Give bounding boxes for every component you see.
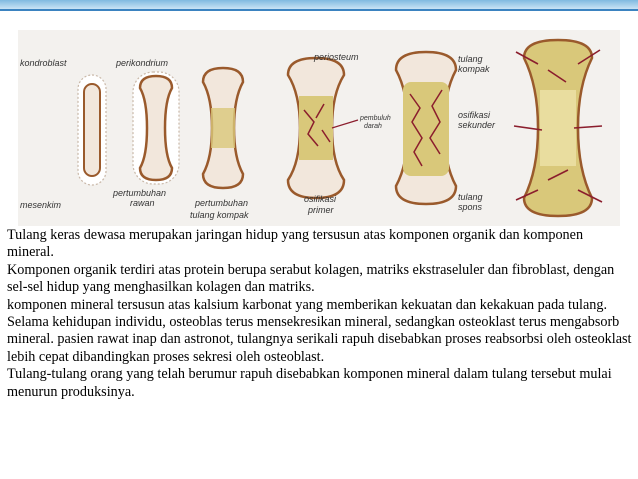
label-kondroblast: kondroblast [20,58,67,68]
stage-tulang-kompak [396,52,456,204]
label-pembuluh-1: pembuluh [360,115,391,122]
label-tulang-kompak-1: tulang [458,54,483,64]
label-perikondrium: perikondrium [116,58,169,68]
label-pembuluh-2: darah [364,123,382,130]
label-pertumbuhan-rawan-2: rawan [130,198,155,208]
paragraph-2: Komponen organik terdiri atas protein berupa serabut kolagen, matriks ekstraseluler dan fibroblast, dengan sel-sel hidup yang menghasilkan kolagen dan matriks. [7,261,615,296]
label-osifikasi-primer-1: osifikasi [304,194,337,204]
label-mesenkim: mesenkim [20,200,62,210]
bone-development-diagram [18,30,620,226]
paragraph-3: komponen mineral tersusun atas kalsium karbonat yang memberikan kekuatan dan kekakuan pada tulang. [7,296,608,313]
label-tulang-spons-1: tulang [458,192,483,202]
label-pertumbuhan-kompak-1: pertumbuhan [195,198,249,208]
slide-body-text [7,227,633,401]
bone-collar-3 [211,108,235,148]
label-osifikasi-sekunder-2: sekunder [458,120,496,130]
bone-development-svg [18,30,620,226]
bone-shaft-6 [540,90,576,166]
label-tulang-kompak-2: kompak [458,64,490,74]
stage-pertumbuhan-rawan [133,72,179,184]
label-osifikasi-sekunder-1: osifikasi [458,110,491,120]
paragraph-1: Tulang keras dewasa merupakan jaringan hidup yang tersusun atas komponen organik dan komponen mineral. [7,227,584,261]
paragraph-5: Tulang-tulang orang yang telah berumur rapuh disebabkan komponen mineral dalam tulang tersebut mulai menurun produksinya. [7,366,612,400]
label-pertumbuhan-kompak-2: tulang kompak [190,210,249,220]
bone-marrow-5 [403,82,449,176]
label-osifikasi-primer-2: primer [308,205,334,215]
label-pertumbuhan-rawan-1: pertumbuhan [113,188,167,198]
paragraph-4: Selama kehidupan individu, osteoblas terus mensekresikan mineral, sedangkan osteoklast terus mengabsorb mineral. pasien rawat inap dan astronot, tulangnya serikali rapuh disebabkan proses reabsorbsi oleh osteoklast lebih cepat dibandingkan proses sekresi oleh osteoblast. [7,314,632,365]
stage-mesenkim [78,75,106,185]
ossification-center-4 [299,96,333,160]
label-periosteum: periosteum [314,52,359,62]
slide-top-band [0,0,638,9]
cartilage-model-1 [84,84,100,176]
label-tulang-spons-2: spons [458,202,483,212]
